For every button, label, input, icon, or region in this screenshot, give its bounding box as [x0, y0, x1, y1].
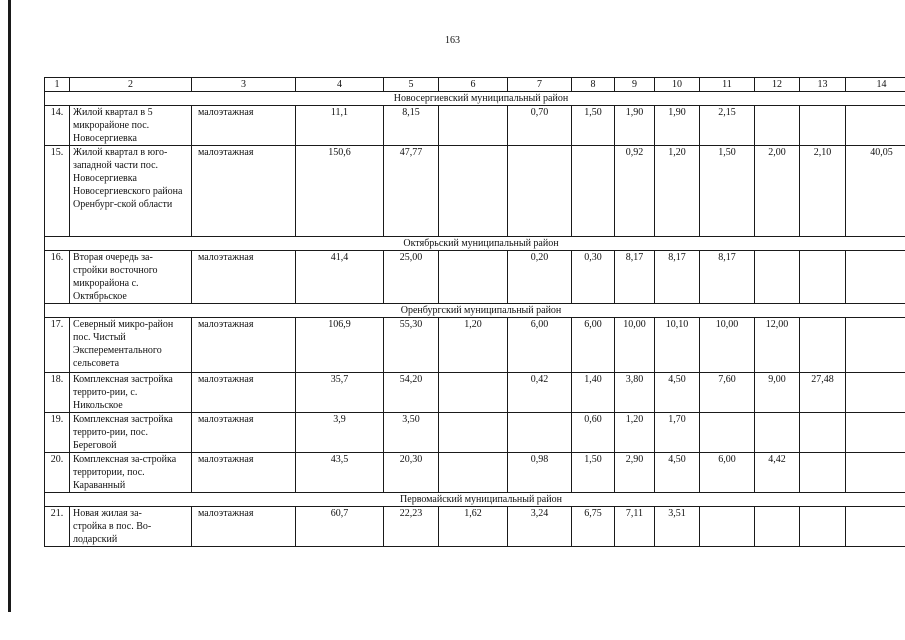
value-col-11: 6,00 — [700, 453, 755, 493]
value-col-13: 27,48 — [800, 373, 846, 413]
value-col-12 — [755, 413, 800, 453]
value-col-5: 25,00 — [384, 251, 439, 304]
value-col-5: 47,77 — [384, 146, 439, 237]
value-col-9: 7,11 — [615, 507, 655, 547]
object-name — [70, 453, 192, 493]
district-name: Первомайский муниципальный район — [45, 493, 905, 507]
building-type: малоэтажная — [192, 507, 296, 547]
column-number: 9 — [615, 78, 655, 92]
value-col-8: 0,60 — [572, 413, 615, 453]
building-type: малоэтажная — [192, 413, 296, 453]
value-col-13 — [800, 251, 846, 304]
value-col-10: 1,90 — [655, 106, 700, 146]
value-col-14 — [846, 251, 905, 304]
row-number: 14. — [45, 106, 70, 146]
value-col-4: 106,9 — [296, 318, 384, 373]
value-col-14 — [846, 318, 905, 373]
column-number: 11 — [700, 78, 755, 92]
value-col-8 — [572, 146, 615, 237]
value-col-10: 1,20 — [655, 146, 700, 237]
object-name-text: Северный микро-район пос. Чистый Эксперементального сельсовета — [73, 319, 174, 369]
value-col-5: 55,30 — [384, 318, 439, 373]
value-col-4: 150,6 — [296, 146, 384, 237]
value-col-11 — [700, 413, 755, 453]
value-col-7: 0,98 — [508, 453, 572, 493]
value-col-14 — [846, 373, 905, 413]
value-col-9: 2,90 — [615, 453, 655, 493]
column-number: 1 — [45, 78, 70, 92]
value-col-6 — [439, 146, 508, 237]
scan-edge-line — [8, 0, 11, 612]
value-col-4: 11,1 — [296, 106, 384, 146]
building-type: малоэтажная — [192, 453, 296, 493]
value-col-14 — [846, 507, 905, 547]
row-number: 18. — [45, 373, 70, 413]
value-col-12: 4,42 — [755, 453, 800, 493]
value-col-13 — [800, 453, 846, 493]
table-row — [45, 413, 905, 453]
object-name-text: Комплексная застройка террито-рии, пос. Береговой — [73, 414, 173, 451]
building-type: малоэтажная — [192, 318, 296, 373]
value-col-14 — [846, 413, 905, 453]
value-col-8: 6,00 — [572, 318, 615, 373]
table-row — [45, 146, 905, 237]
value-col-11: 10,00 — [700, 318, 755, 373]
value-col-8: 1,40 — [572, 373, 615, 413]
object-name — [70, 413, 192, 453]
object-name-text: Комплексная застройка террито-рии, с. Никольское — [73, 374, 173, 411]
value-col-5: 54,20 — [384, 373, 439, 413]
value-col-11 — [700, 507, 755, 547]
value-col-13: 2,10 — [800, 146, 846, 237]
district-header-row — [45, 92, 905, 106]
value-col-6 — [439, 251, 508, 304]
value-col-6 — [439, 373, 508, 413]
value-col-9: 1,90 — [615, 106, 655, 146]
value-col-7 — [508, 413, 572, 453]
district-name: Новосергиевский муниципальный район — [45, 92, 905, 106]
value-col-4: 60,7 — [296, 507, 384, 547]
value-col-10: 4,50 — [655, 373, 700, 413]
building-type: малоэтажная — [192, 373, 296, 413]
value-col-5: 20,30 — [384, 453, 439, 493]
value-col-6 — [439, 453, 508, 493]
value-col-12 — [755, 251, 800, 304]
building-type: малоэтажная — [192, 251, 296, 304]
value-col-12 — [755, 507, 800, 547]
value-col-10: 4,50 — [655, 453, 700, 493]
value-col-11: 8,17 — [700, 251, 755, 304]
object-name-text: Комплексная за-стройка территории, пос. Караванный — [73, 454, 177, 491]
value-col-9: 8,17 — [615, 251, 655, 304]
district-header-row — [45, 304, 905, 318]
column-number: 5 — [384, 78, 439, 92]
column-number: 13 — [800, 78, 846, 92]
district-name: Оренбургский муниципальный район — [45, 304, 905, 318]
value-col-8: 0,30 — [572, 251, 615, 304]
value-col-5: 22,23 — [384, 507, 439, 547]
value-col-5: 8,15 — [384, 106, 439, 146]
value-col-7: 0,42 — [508, 373, 572, 413]
value-col-10: 3,51 — [655, 507, 700, 547]
table-row — [45, 251, 905, 304]
object-name — [70, 251, 192, 304]
value-col-11: 7,60 — [700, 373, 755, 413]
value-col-5: 3,50 — [384, 413, 439, 453]
row-number: 20. — [45, 453, 70, 493]
page-number: 163 — [445, 35, 460, 46]
value-col-13 — [800, 413, 846, 453]
value-col-14 — [846, 453, 905, 493]
column-number: 10 — [655, 78, 700, 92]
value-col-11: 2,15 — [700, 106, 755, 146]
object-name — [70, 106, 192, 146]
column-number: 14 — [846, 78, 905, 92]
row-number: 21. — [45, 507, 70, 547]
district-header-row — [45, 237, 905, 251]
column-number: 2 — [70, 78, 192, 92]
housing-construction-table — [44, 77, 905, 547]
district-name: Октябрьский муниципальный район — [45, 237, 905, 251]
row-number: 19. — [45, 413, 70, 453]
value-col-9: 3,80 — [615, 373, 655, 413]
table-row — [45, 507, 905, 547]
object-name-text: Жилой квартал в юго-западной части пос. Новосергиевка Новосергиевского района Оренбург-ской области — [73, 147, 183, 210]
value-col-7 — [508, 146, 572, 237]
column-number: 3 — [192, 78, 296, 92]
value-col-10: 10,10 — [655, 318, 700, 373]
value-col-14 — [846, 106, 905, 146]
value-col-12: 12,00 — [755, 318, 800, 373]
value-col-4: 41,4 — [296, 251, 384, 304]
value-col-8: 1,50 — [572, 106, 615, 146]
object-name-text: Жилой квартал в 5 микрорайоне пос. Новосергиевка — [73, 107, 153, 144]
column-number: 8 — [572, 78, 615, 92]
building-type: малоэтажная — [192, 146, 296, 237]
table-row — [45, 106, 905, 146]
column-number: 7 — [508, 78, 572, 92]
value-col-6 — [439, 413, 508, 453]
value-col-7: 3,24 — [508, 507, 572, 547]
row-number: 15. — [45, 146, 70, 237]
value-col-7: 0,70 — [508, 106, 572, 146]
column-number: 12 — [755, 78, 800, 92]
value-col-9: 10,00 — [615, 318, 655, 373]
table-body — [45, 78, 905, 547]
value-col-8: 1,50 — [572, 453, 615, 493]
table-row — [45, 318, 905, 373]
table-row — [45, 453, 905, 493]
value-col-10: 8,17 — [655, 251, 700, 304]
district-header-row — [45, 493, 905, 507]
value-col-9: 0,92 — [615, 146, 655, 237]
value-col-4: 3,9 — [296, 413, 384, 453]
value-col-13 — [800, 106, 846, 146]
value-col-12 — [755, 106, 800, 146]
row-number: 16. — [45, 251, 70, 304]
value-col-4: 43,5 — [296, 453, 384, 493]
object-name — [70, 507, 192, 547]
value-col-7: 6,00 — [508, 318, 572, 373]
object-name-text: Вторая очередь за-стройки восточного микрорайона с. Октябрьское — [73, 252, 158, 302]
value-col-12: 9,00 — [755, 373, 800, 413]
value-col-13 — [800, 507, 846, 547]
column-number: 4 — [296, 78, 384, 92]
value-col-4: 35,7 — [296, 373, 384, 413]
object-name — [70, 146, 192, 237]
value-col-6: 1,20 — [439, 318, 508, 373]
row-number: 17. — [45, 318, 70, 373]
value-col-12: 2,00 — [755, 146, 800, 237]
value-col-14: 40,05 — [846, 146, 905, 237]
value-col-6 — [439, 106, 508, 146]
object-name — [70, 318, 192, 373]
value-col-6: 1,62 — [439, 507, 508, 547]
value-col-11: 1,50 — [700, 146, 755, 237]
column-numbers-row — [45, 78, 905, 92]
column-number: 6 — [439, 78, 508, 92]
value-col-7: 0,20 — [508, 251, 572, 304]
object-name — [70, 373, 192, 413]
table-row — [45, 373, 905, 413]
object-name-text: Новая жилая за-стройка в пос. Во-лодарский — [73, 508, 152, 545]
value-col-9: 1,20 — [615, 413, 655, 453]
building-type: малоэтажная — [192, 106, 296, 146]
value-col-10: 1,70 — [655, 413, 700, 453]
value-col-13 — [800, 318, 846, 373]
value-col-8: 6,75 — [572, 507, 615, 547]
